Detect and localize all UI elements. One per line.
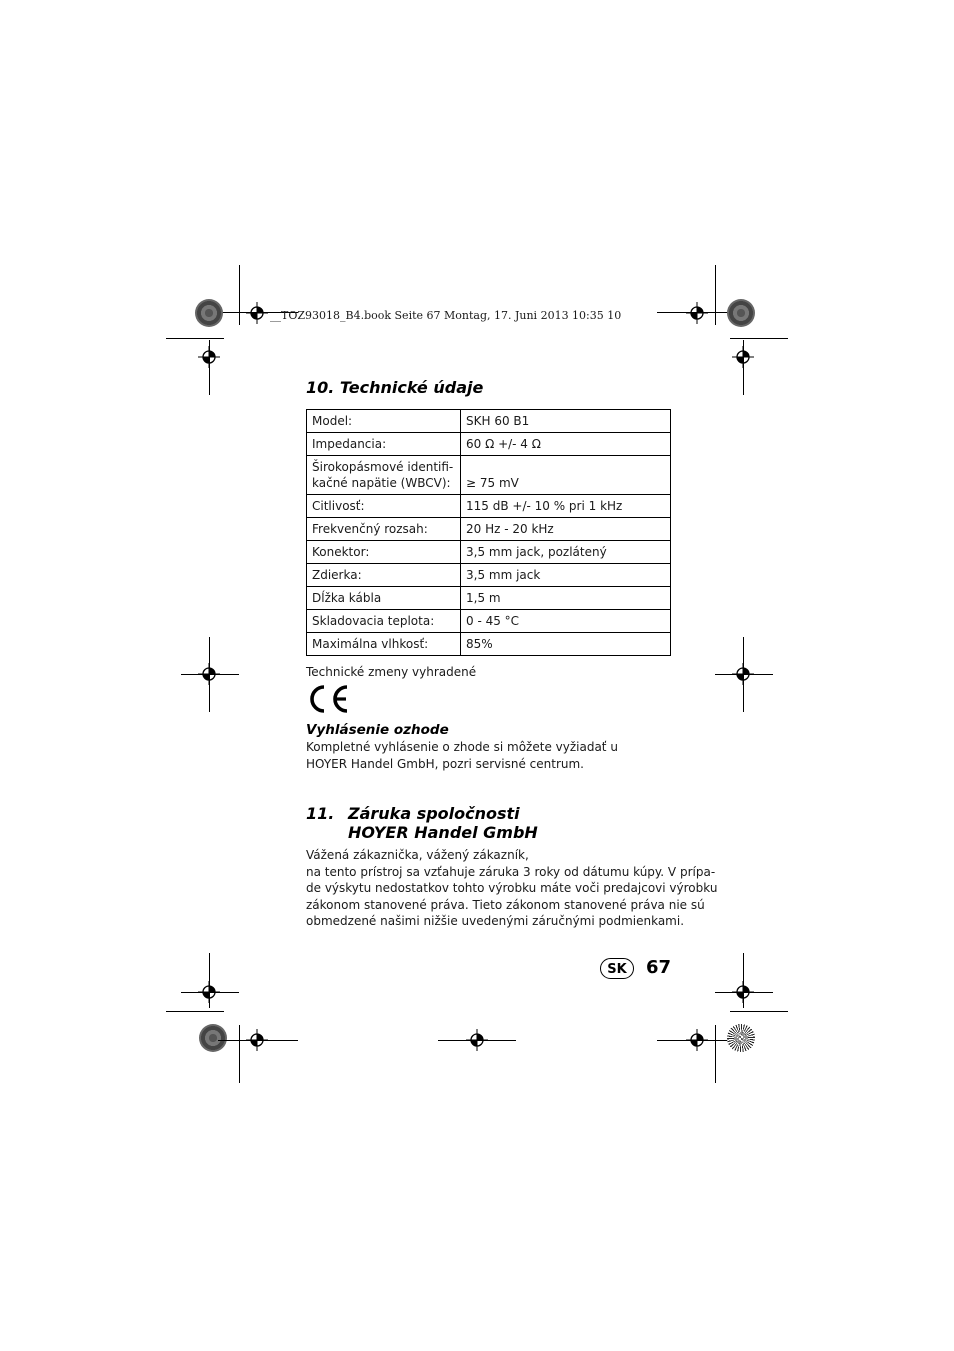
spec-value: 0 - 45 °C	[461, 610, 671, 633]
spec-label: Zdierka:	[307, 564, 461, 587]
table-row	[307, 456, 671, 495]
table-row	[307, 433, 671, 456]
spec-label: Konektor:	[307, 541, 461, 564]
registration-mark-icon	[686, 1029, 708, 1051]
text-line: obmedzené našimi nižšie uvedenými záručnými podmienkami.	[306, 914, 685, 928]
spec-label: Model:	[307, 410, 461, 433]
spec-label-line: Širokopásmové identifi-	[312, 460, 454, 474]
crop-line	[730, 1011, 788, 1012]
table-row	[307, 518, 671, 541]
spec-label: Maximálna vlhkosť:	[307, 633, 461, 656]
language-badge: SK	[600, 958, 634, 979]
conformity-heading: Vyhlásenie ozhode	[306, 722, 449, 738]
crop-line	[239, 1025, 240, 1083]
print-slug-line: __TOZ93018_B4.book Seite 67 Montag, 17. Juni 2013 10:35 10	[270, 309, 622, 322]
table-row	[307, 633, 671, 656]
registration-mark-icon	[732, 346, 754, 368]
section-11-title-line2: HOYER Handel GmbH	[348, 823, 538, 842]
page-number: 67	[646, 957, 672, 978]
spec-value: 20 Hz - 20 kHz	[461, 518, 671, 541]
table-row	[307, 587, 671, 610]
spec-label-line: kačné napätie (WBCV):	[312, 476, 451, 490]
spec-value: 3,5 mm jack	[461, 564, 671, 587]
registration-wheel-icon	[727, 299, 755, 327]
conformity-text	[306, 739, 618, 772]
text-line: de výskytu nedostatkov tohto výrobku máte voči predajcovi výrobku	[306, 881, 718, 895]
registration-mark-icon	[198, 663, 220, 685]
spec-value: SKH 60 B1	[461, 410, 671, 433]
crop-line	[239, 265, 240, 325]
crop-line	[730, 338, 788, 339]
warranty-text	[306, 847, 717, 930]
registration-mark-icon	[198, 346, 220, 368]
registration-mark-icon	[198, 981, 220, 1003]
registration-mark-icon	[686, 302, 708, 324]
registration-mark-icon	[732, 981, 754, 1003]
section-11-heading	[306, 804, 538, 842]
table-row	[307, 564, 671, 587]
spec-label: Impedancia:	[307, 433, 461, 456]
text-line: Vážená zákaznička, vážený zákazník,	[306, 848, 529, 862]
spec-value: 60 Ω +/- 4 Ω	[461, 433, 671, 456]
registration-mark-icon	[246, 302, 268, 324]
spec-table	[306, 409, 671, 656]
registration-wheel-icon	[199, 1024, 227, 1052]
spec-label: Skladovacia teplota:	[307, 610, 461, 633]
crop-line	[166, 338, 224, 339]
text-line: zákonom stanovené práva. Tieto zákonom stanovené práva nie sú	[306, 897, 705, 912]
table-row	[307, 410, 671, 433]
crop-line	[715, 265, 716, 325]
section-11-number: 11.	[306, 804, 335, 823]
ce-mark-icon	[306, 683, 352, 715]
spec-value: ≥ 75 mV	[461, 456, 671, 495]
table-row	[307, 495, 671, 518]
spec-value: 1,5 m	[461, 587, 671, 610]
section-11-title-line1: Záruka spoločnosti	[348, 804, 520, 823]
spec-value: 85%	[461, 633, 671, 656]
spec-value: 3,5 mm jack, pozlátený	[461, 541, 671, 564]
registration-mark-icon	[246, 1029, 268, 1051]
registration-wheel-icon	[195, 299, 223, 327]
crop-line	[715, 1025, 716, 1083]
registration-mark-icon	[732, 663, 754, 685]
registration-mark-icon	[466, 1029, 488, 1051]
crop-line	[166, 1011, 224, 1012]
spec-label: Citlivosť:	[307, 495, 461, 518]
text-line: HOYER Handel GmbH, pozri servisné centrum.	[306, 756, 584, 771]
spec-value: 115 dB +/- 10 % pri 1 kHz	[461, 495, 671, 518]
spec-label	[307, 456, 461, 495]
table-row	[307, 541, 671, 564]
section-10-heading: 10. Technické údaje	[306, 378, 484, 397]
spec-label: Frekvenčný rozsah:	[307, 518, 461, 541]
table-row	[307, 610, 671, 633]
text-line: na tento prístroj sa vzťahuje záruka 3 roky od dátumu kúpy. V prípa-	[306, 864, 716, 879]
registration-wheel-icon	[727, 1024, 755, 1052]
technical-changes-note: Technické zmeny vyhradené	[306, 665, 477, 679]
spec-label: Dĺžka kábla	[307, 587, 461, 610]
text-line: Kompletné vyhlásenie o zhode si môžete vyžiadať u	[306, 740, 618, 754]
